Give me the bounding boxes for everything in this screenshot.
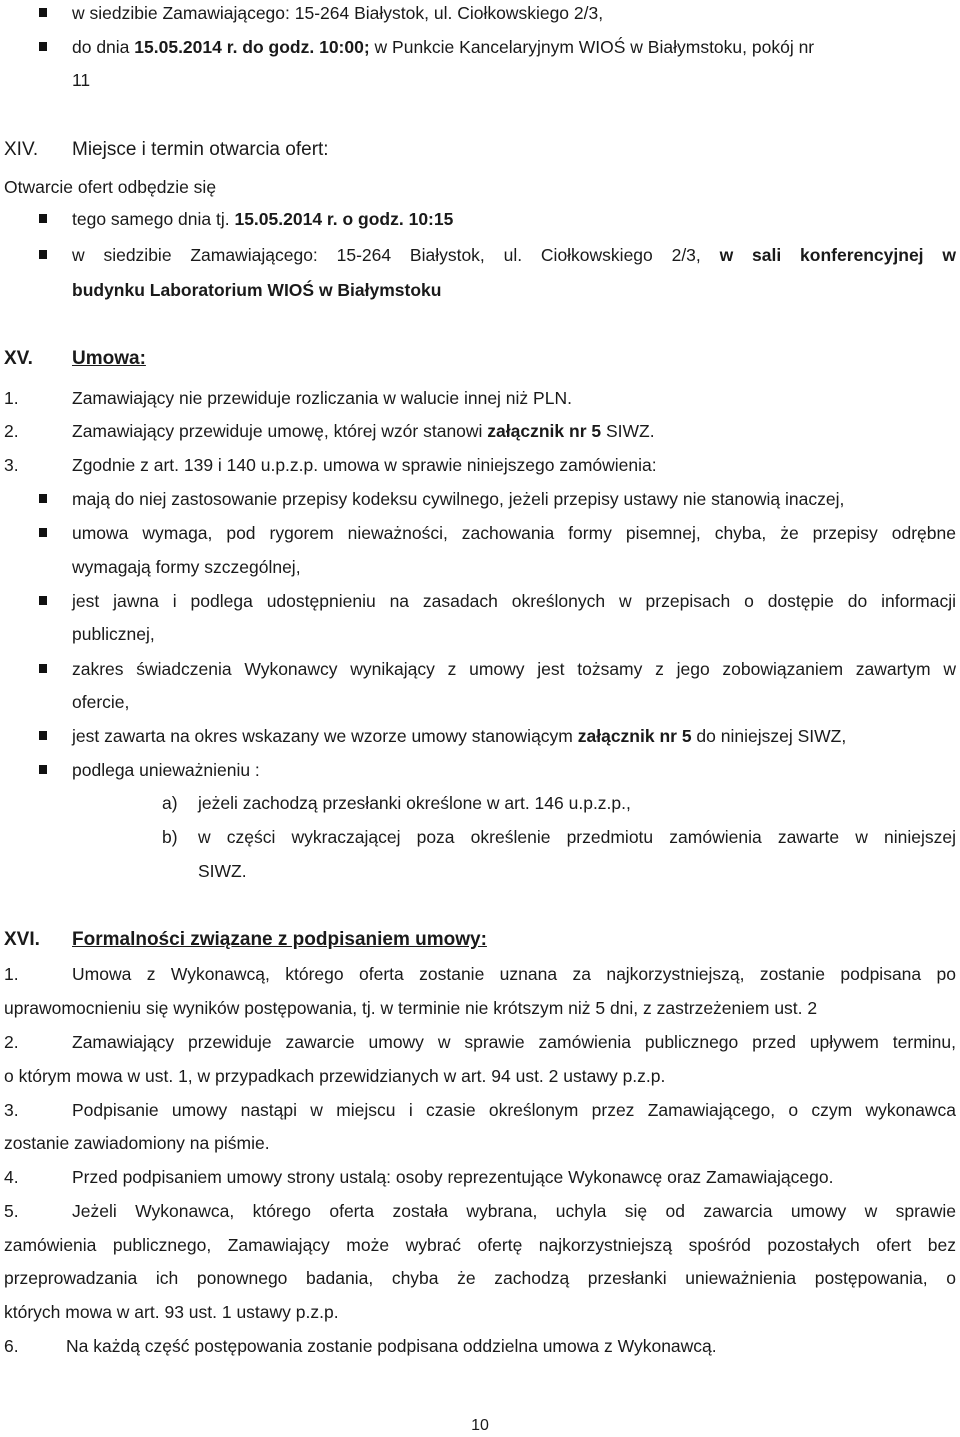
paragraph: Przed podpisaniem umowy strony ustalą: osoby reprezentujące Wykonawcę oraz Zamawiającego. xyxy=(72,1167,834,1187)
list-item: jest jawna i podlega udostępnieniu na zasadach określonych w przepisach o dostępie do informacji xyxy=(72,591,956,611)
page-number: 10 xyxy=(471,1417,489,1434)
item-number: 3. xyxy=(4,1100,19,1120)
sub-item-label: a) xyxy=(162,793,178,813)
item-number: 4. xyxy=(4,1167,19,1187)
paragraph-continuation: uprawomocnieniu się wyników postępowania, tj. w terminie nie krótszym niż 5 dni, z zastrzeżeniem ust. 2 xyxy=(4,998,818,1018)
bullet-icon xyxy=(39,596,47,605)
section-title: Miejsce i termin otwarcia ofert: xyxy=(72,139,329,160)
bullet-icon xyxy=(39,528,47,537)
list-item: zakres świadczenia Wykonawcy wynikający z umowy jest tożsamy z jego zobowiązaniem zawartym w xyxy=(72,659,956,679)
paragraph-continuation: zostanie zawiadomiony na piśmie. xyxy=(4,1133,270,1153)
list-item: jest zawarta na okres wskazany we wzorze umowy stanowiącym załącznik nr 5 do niniejszej SIWZ, xyxy=(72,726,847,746)
sub-item-label: b) xyxy=(162,827,178,847)
list-item: Zamawiający przewiduje umowę, której wzór stanowi załącznik nr 5 SIWZ. xyxy=(72,421,655,441)
list-item: mają do niej zastosowanie przepisy kodeksu cywilnego, jeżeli przepisy ustawy nie stanowią inaczej, xyxy=(72,489,845,509)
list-item: w siedzibie Zamawiającego: 15-264 Białystok, ul. Ciołkowskiego 2/3, xyxy=(72,3,604,23)
paragraph-continuation: przeprowadzania ich ponownego badania, chyba że zachodzą przesłanki unieważnienia postępowania, o xyxy=(4,1268,956,1288)
item-number: 3. xyxy=(4,455,19,475)
paragraph: Podpisanie umowy nastąpi w miejscu i czasie określonym przez Zamawiającego, o czym wykonawca xyxy=(72,1100,956,1120)
list-item: tego samego dnia tj. 15.05.2014 r. o godz. 10:15 xyxy=(72,209,454,229)
item-number: 6. xyxy=(4,1336,19,1356)
bullet-icon xyxy=(39,214,47,223)
sub-item: w części wykraczającej poza określenie przedmiotu zamówienia zawarte w niniejszej xyxy=(198,827,956,847)
paragraph-continuation: zamówienia publicznego, Zamawiający może wybrać ofertę najkorzystniejszą spośród pozostałych ofert bez xyxy=(4,1235,956,1255)
section-title: Umowa: xyxy=(72,348,146,369)
list-item: Zgodnie z art. 139 i 140 u.p.z.p. umowa w sprawie niniejszego zamówienia: xyxy=(72,455,657,475)
list-item-continuation: 11 xyxy=(72,70,91,90)
list-item-continuation: publicznej, xyxy=(72,624,155,644)
list-item-continuation: budynku Laboratorium WIOŚ w Białymstoku xyxy=(72,280,442,300)
paragraph: Otwarcie ofert odbędzie się xyxy=(4,177,217,197)
paragraph-continuation: których mowa w art. 93 ust. 1 ustawy p.z.p. xyxy=(4,1302,339,1322)
item-number: 1. xyxy=(4,388,19,408)
list-item: do dnia 15.05.2014 r. do godz. 10:00; w Punkcie Kancelaryjnym WIOŚ w Białymstoku, pokój nr xyxy=(72,37,815,57)
list-item: umowa wymaga, pod rygorem nieważności, zachowania formy pisemnej, chyba, że przepisy odrębne xyxy=(72,523,956,543)
list-item-continuation: wymagają formy szczególnej, xyxy=(72,557,301,577)
bullet-icon xyxy=(39,664,47,673)
bullet-icon xyxy=(39,494,47,503)
section-number: XIV. xyxy=(4,139,39,160)
bullet-icon xyxy=(39,731,47,740)
section-number: XV. xyxy=(4,348,33,369)
bullet-icon xyxy=(39,250,47,259)
paragraph: Na każdą część postępowania zostanie podpisana oddzielna umowa z Wykonawcą. xyxy=(66,1336,717,1356)
paragraph: Jeżeli Wykonawca, którego oferta została wybrana, uchyla się od zawarcia umowy w sprawie xyxy=(72,1201,956,1221)
item-number: 2. xyxy=(4,1032,19,1052)
item-number: 2. xyxy=(4,421,19,441)
sub-item: jeżeli zachodzą przesłanki określone w art. 146 u.p.z.p., xyxy=(198,793,631,813)
bullet-icon xyxy=(39,42,47,51)
section-number: XVI. xyxy=(4,929,40,950)
paragraph-continuation: o którym mowa w ust. 1, w przypadkach przewidzianych w art. 94 ust. 2 ustawy p.z.p. xyxy=(4,1066,666,1086)
item-number: 5. xyxy=(4,1201,19,1221)
list-item-continuation: ofercie, xyxy=(72,692,130,712)
section-title: Formalności związane z podpisaniem umowy: xyxy=(72,929,487,950)
paragraph: Umowa z Wykonawcą, którego oferta zostanie uznana za najkorzystniejszą, zostanie podpisana po xyxy=(72,964,956,984)
sub-item-continuation: SIWZ. xyxy=(198,861,247,881)
item-number: 1. xyxy=(4,964,19,984)
list-item: Zamawiający nie przewiduje rozliczania w walucie innej niż PLN. xyxy=(72,388,572,408)
paragraph: Zamawiający przewiduje zawarcie umowy w sprawie zamówienia publicznego przed upływem terminu, xyxy=(72,1032,956,1052)
list-item: w siedzibie Zamawiającego: 15-264 Białystok, ul. Ciołkowskiego 2/3, w sali konferencyjnej w xyxy=(72,245,956,265)
bullet-icon xyxy=(39,765,47,774)
bullet-icon xyxy=(39,8,47,17)
list-item: podlega unieważnieniu : xyxy=(72,760,260,780)
